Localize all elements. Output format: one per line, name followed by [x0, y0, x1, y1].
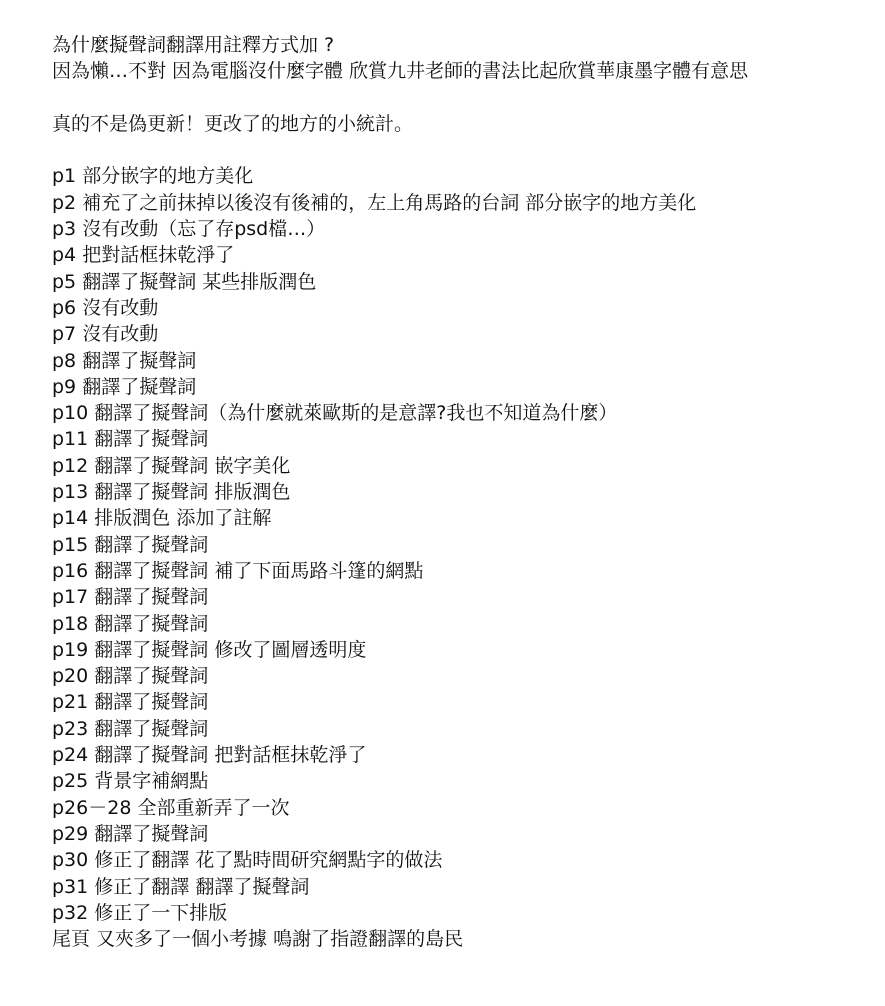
change-item-p26-28: p26－28 全部重新弄了一次	[52, 796, 290, 819]
change-item-p11: p11 翻譯了擬聲詞	[52, 428, 209, 451]
change-item-p7: p7 沒有改動	[52, 323, 159, 346]
change-item-p13: p13 翻譯了擬聲詞 排版潤色	[52, 481, 291, 504]
change-item-p18: p18 翻譯了擬聲詞	[52, 612, 209, 635]
blank-line	[52, 85, 872, 111]
change-item-p10: p10 翻譯了擬聲詞（為什麼就萊歐斯的是意譯?我也不知道為什麼）	[52, 402, 618, 425]
change-item-p9: p9 翻譯了擬聲詞	[52, 375, 197, 398]
subtitle: 真的不是偽更新！更改了的地方的小統計。	[52, 112, 414, 135]
change-item-p1: p1 部分嵌字的地方美化	[52, 165, 254, 188]
change-item-p31: p31 修正了翻譯 翻譯了擬聲詞	[52, 875, 310, 898]
change-item-p16: p16 翻譯了擬聲詞 補了下面馬路斗篷的網點	[52, 559, 424, 582]
change-item-p21: p21 翻譯了擬聲詞	[52, 691, 209, 714]
change-item-p14: p14 排版潤色 添加了註解	[52, 507, 272, 530]
change-item-p2: p2 補充了之前抹掉以後沒有後補的，左上角馬路的台詞 部分嵌字的地方美化	[52, 191, 697, 214]
change-item-p19: p19 翻譯了擬聲詞 修改了圖層透明度	[52, 638, 367, 661]
change-item-p24: p24 翻譯了擬聲詞 把對話框抹乾淨了	[52, 744, 367, 767]
change-item-p12: p12 翻譯了擬聲詞 嵌字美化	[52, 454, 291, 477]
change-item-p32: p32 修正了一下排版	[52, 901, 228, 924]
change-item-p25: p25 背景字補網點	[52, 770, 209, 793]
change-item-p4: p4 把對話框抹乾淨了	[52, 244, 235, 267]
change-item-p17: p17 翻譯了擬聲詞	[52, 586, 209, 609]
change-item-p15: p15 翻譯了擬聲詞	[52, 533, 209, 556]
blank-line	[52, 137, 872, 163]
change-item-p29: p29 翻譯了擬聲詞	[52, 822, 209, 845]
change-item-p3: p3 沒有改動（忘了存psd檔…）	[52, 218, 326, 241]
intro-line-1: 為什麼擬聲詞翻譯用註釋方式加 ?	[52, 34, 335, 56]
change-item-p30: p30 修正了翻譯 花了點時間研究網點字的做法	[52, 849, 443, 872]
change-list	[52, 163, 872, 952]
document-body	[52, 32, 872, 952]
change-item-last-page: 尾頁 又夾多了一個小考據 鳴謝了指證翻譯的島民	[52, 928, 464, 951]
change-item-p8: p8 翻譯了擬聲詞	[52, 349, 197, 372]
change-item-p5: p5 翻譯了擬聲詞 某些排版潤色	[52, 270, 317, 293]
change-item-p20: p20 翻譯了擬聲詞	[52, 665, 209, 688]
intro-line-2: 因為懶…不對 因為電腦沒什麼字體 欣賞九井老師的書法比起欣賞華康墨字體有意思	[52, 60, 749, 83]
change-item-p23: p23 翻譯了擬聲詞	[52, 717, 209, 740]
change-item-p6: p6 沒有改動	[52, 296, 159, 319]
